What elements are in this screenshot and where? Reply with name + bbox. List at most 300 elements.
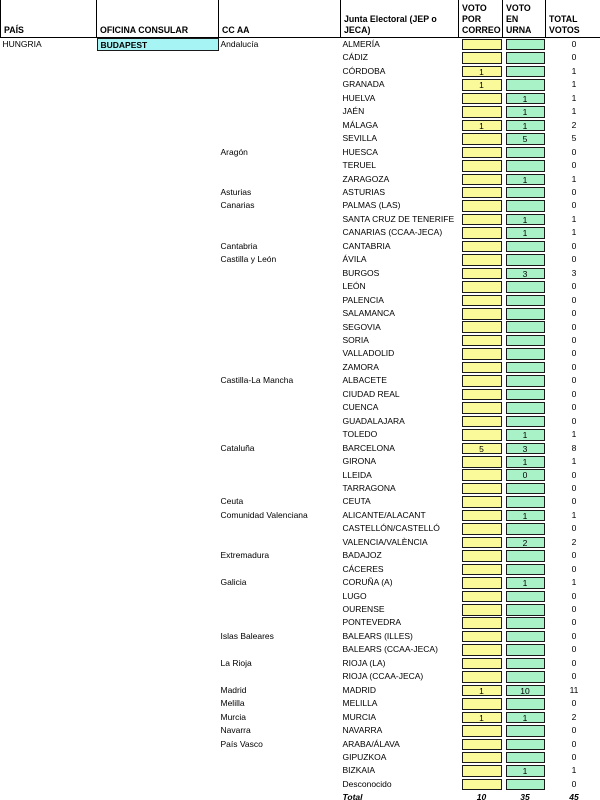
cell-pais <box>1 738 97 751</box>
cell-cc-aa <box>219 469 341 482</box>
cell-cc-aa <box>219 321 341 334</box>
oficina-consular-highlight[interactable]: BUDAPEST <box>97 38 219 51</box>
table-row <box>1 186 600 199</box>
cell-total-votos: 0 <box>571 388 577 399</box>
cell-pais <box>1 51 97 64</box>
cell-cc-aa <box>219 294 341 307</box>
voto-por-correo-fill <box>462 739 502 751</box>
voto-en-urna-fill: 1 <box>506 429 545 441</box>
cell-total-votos: 0 <box>571 778 577 789</box>
cell-junta-electoral: LEÓN <box>342 281 366 292</box>
cell-voto-en-urna <box>503 764 546 777</box>
table-row <box>1 119 600 132</box>
cell-total-votos: 1 <box>571 79 577 90</box>
cell-total-votos: 0 <box>571 671 577 682</box>
cell-cc-aa: Melilla <box>220 698 245 709</box>
cell-total-votos: 5 <box>571 133 577 144</box>
cell-junta-electoral: CIUDAD REAL <box>342 388 400 399</box>
voto-en-urna-fill: 1 <box>506 120 545 132</box>
cell-voto-en-urna <box>503 173 546 186</box>
voto-por-correo-fill <box>462 52 502 64</box>
cell-oficina-consular <box>97 213 219 226</box>
table-row <box>1 92 600 105</box>
voto-por-correo-fill <box>462 348 502 360</box>
voto-en-urna-fill: 3 <box>506 268 545 280</box>
cell-oficina-consular <box>97 563 219 576</box>
cell-total-votos: 0 <box>571 52 577 63</box>
cell-oficina-consular <box>97 711 219 724</box>
cell-voto-por-correo <box>459 253 503 266</box>
cell-pais <box>1 374 97 387</box>
cell-oficina-consular <box>97 495 219 508</box>
cell-voto-en-urna <box>503 132 546 145</box>
cell-voto-por-correo <box>459 38 503 52</box>
voto-en-urna-fill <box>506 591 545 603</box>
cell-cc-aa <box>219 455 341 468</box>
cell-voto-por-correo <box>459 657 503 670</box>
cell-junta-electoral: GIRONA <box>342 456 377 467</box>
cell-total-votos: 0 <box>571 604 577 615</box>
voto-por-correo-fill <box>462 658 502 670</box>
table-row <box>1 159 600 172</box>
table-row <box>1 657 600 670</box>
cell-pais <box>1 428 97 441</box>
table-row <box>1 226 600 239</box>
cell-cc-aa: Cataluña <box>220 442 255 453</box>
voto-por-correo-fill <box>462 564 502 576</box>
cell-voto-en-urna <box>503 549 546 562</box>
column-header-total-votos: TOTAL VOTOS <box>546 0 600 38</box>
table-row-desconocido <box>1 778 600 791</box>
voto-en-urna-fill: 1 <box>506 765 545 777</box>
voto-por-correo-fill <box>462 644 502 656</box>
cell-junta-electoral: OURENSE <box>342 604 385 615</box>
column-header-pais: PAÍS <box>1 0 97 38</box>
cell-cc-aa: Madrid <box>220 684 247 695</box>
cell-voto-por-correo <box>459 670 503 683</box>
cell-total-votos: 0 <box>571 39 577 49</box>
cell-cc-aa <box>219 132 341 145</box>
cell-cc-aa <box>219 159 341 172</box>
table-row <box>1 697 600 710</box>
cell-pais <box>1 724 97 737</box>
cell-pais <box>1 267 97 280</box>
cell-cc-aa <box>219 267 341 280</box>
cell-oficina-consular <box>97 199 219 212</box>
cell-junta-electoral: ZAMORA <box>342 361 379 372</box>
cell-voto-en-urna <box>503 563 546 576</box>
voto-por-correo-fill <box>462 429 502 441</box>
column-header-junta-electoral: Junta Electoral (JEP o JECA) <box>341 0 459 38</box>
voto-por-correo-fill <box>462 268 502 280</box>
cell-voto-en-urna <box>503 536 546 549</box>
voto-en-urna-fill: 1 <box>506 227 545 239</box>
cell-total-votos: 1 <box>571 213 577 224</box>
cell-total-votos: 1 <box>571 65 577 76</box>
cell-cc-aa <box>219 78 341 91</box>
cell-voto-por-correo <box>459 428 503 441</box>
table-row <box>1 751 600 764</box>
cell-oficina-consular <box>97 38 219 52</box>
cell-voto-en-urna <box>503 51 546 64</box>
cell-total-votos: 1 <box>571 509 577 520</box>
cell-total-votos: 0 <box>571 146 577 157</box>
cell-cc-aa: Asturias <box>220 186 252 197</box>
cell-pais <box>1 590 97 603</box>
cell-pais <box>1 495 97 508</box>
table-row <box>1 616 600 629</box>
table-row <box>1 280 600 293</box>
cell-voto-en-urna <box>503 576 546 589</box>
voto-por-correo-fill <box>462 591 502 603</box>
cell-voto-por-correo <box>459 105 503 118</box>
cell-cc-aa: Aragón <box>220 146 248 157</box>
cell-voto-en-urna <box>503 630 546 643</box>
cell-cc-aa <box>219 643 341 656</box>
voto-en-urna-fill <box>506 698 545 710</box>
cell-junta-electoral: CUENCA <box>342 402 379 413</box>
voto-en-urna-fill <box>506 402 545 414</box>
cell-total-votos: 1 <box>571 106 577 117</box>
cell-oficina-consular <box>97 119 219 132</box>
cell-junta-electoral: BURGOS <box>342 267 380 278</box>
voto-por-correo-fill <box>462 321 502 333</box>
voto-en-urna-fill <box>506 496 545 508</box>
voto-por-correo-fill <box>462 416 502 428</box>
cell-total-votos: 0 <box>571 254 577 265</box>
cell-junta-electoral: ASTURIAS <box>342 186 386 197</box>
cell-oficina-consular <box>97 670 219 683</box>
cell-oficina-consular <box>97 253 219 266</box>
cell-voto-en-urna <box>503 522 546 535</box>
cell-voto-en-urna <box>503 751 546 764</box>
cell-oficina-consular <box>97 603 219 616</box>
cell-voto-en-urna <box>503 146 546 159</box>
cell-junta-electoral: GRANADA <box>342 79 385 90</box>
cell-cc-aa <box>219 213 341 226</box>
cell-pais <box>1 536 97 549</box>
voto-en-urna-fill: 1 <box>506 577 545 589</box>
cell-oficina-consular <box>97 146 219 159</box>
cell-junta-electoral: PONTEVEDRA <box>342 617 402 628</box>
voto-en-urna-fill <box>506 254 545 266</box>
cell-total-votos: 1 <box>571 765 577 776</box>
voto-en-urna-fill <box>506 671 545 683</box>
cell-oficina-consular <box>97 132 219 145</box>
cell-pais <box>1 670 97 683</box>
voto-en-urna-fill <box>506 308 545 320</box>
cell-voto-en-urna <box>503 616 546 629</box>
voto-por-correo-fill <box>462 469 502 481</box>
voto-por-correo-fill: 1 <box>462 712 502 724</box>
cell-voto-en-urna <box>503 92 546 105</box>
voto-en-urna-fill <box>506 66 545 78</box>
table-row <box>1 442 600 455</box>
cell-pais <box>1 307 97 320</box>
cell-junta-electoral: CANTABRIA <box>342 240 391 251</box>
voto-por-correo-fill <box>462 510 502 522</box>
cell-junta-electoral: BADAJOZ <box>342 550 382 561</box>
cell-total-votos: 2 <box>571 119 577 130</box>
cell-cc-aa: La Rioja <box>220 657 252 668</box>
cell-voto-por-correo <box>459 711 503 724</box>
voto-por-correo-fill <box>462 765 502 777</box>
cell-total-votos: 1 <box>571 429 577 440</box>
cell-total-votos: 0 <box>571 482 577 493</box>
cell-junta-electoral: ÁVILA <box>342 254 367 265</box>
cell-pais <box>1 334 97 347</box>
voto-por-correo-fill <box>462 604 502 616</box>
table-row <box>1 401 600 414</box>
cell-voto-por-correo <box>459 563 503 576</box>
cell-voto-por-correo <box>459 159 503 172</box>
cell-cc-aa <box>219 173 341 186</box>
cell-voto-por-correo <box>459 764 503 777</box>
cell-oficina-consular <box>97 630 219 643</box>
cell-total-votos: 0 <box>571 496 577 507</box>
cell-cc-aa <box>219 522 341 535</box>
cell-cc-aa <box>219 616 341 629</box>
cell-pais <box>1 132 97 145</box>
voto-en-urna-fill <box>506 147 545 159</box>
cell-voto-por-correo <box>459 321 503 334</box>
cell-junta-electoral: RIOJA (LA) <box>342 657 386 668</box>
voto-por-correo-fill: 1 <box>462 79 502 91</box>
cell-cc-aa <box>219 119 341 132</box>
voto-en-urna-fill: 1 <box>506 93 545 105</box>
cell-cc-aa <box>219 670 341 683</box>
cell-voto-por-correo <box>459 294 503 307</box>
cell-oficina-consular <box>97 697 219 710</box>
table-row <box>1 469 600 482</box>
cell-oficina-consular <box>97 442 219 455</box>
table-row <box>1 267 600 280</box>
voto-por-correo-fill <box>462 362 502 374</box>
voto-por-correo-fill: 1 <box>462 685 502 697</box>
voto-en-urna-fill <box>506 725 545 737</box>
table-row <box>1 240 600 253</box>
cell-voto-en-urna <box>503 240 546 253</box>
cell-voto-por-correo <box>459 455 503 468</box>
cell-junta-electoral: CEUTA <box>342 496 371 507</box>
cell-voto-en-urna <box>503 482 546 495</box>
cell-cc-aa <box>219 92 341 105</box>
cell-cc-aa <box>219 751 341 764</box>
cell-pais <box>1 213 97 226</box>
cell-total-votos: 0 <box>571 644 577 655</box>
cell-oficina-consular <box>97 522 219 535</box>
cell-voto-en-urna <box>503 469 546 482</box>
cell-voto-por-correo <box>459 442 503 455</box>
cell-voto-en-urna <box>503 738 546 751</box>
cell-voto-por-correo <box>459 778 503 791</box>
cell-total-votos: 0 <box>571 200 577 211</box>
cell-junta-electoral: ARABA/ÁLAVA <box>342 738 400 749</box>
voto-en-urna-fill <box>506 321 545 333</box>
cell-oficina-consular <box>97 92 219 105</box>
cell-cc-aa: Comunidad Valenciana <box>220 509 308 520</box>
cell-voto-por-correo <box>459 334 503 347</box>
voto-en-urna-fill: 2 <box>506 537 545 549</box>
cell-oficina-consular <box>97 105 219 118</box>
cell-total-votos: 0 <box>571 698 577 709</box>
cell-voto-por-correo <box>459 78 503 91</box>
voto-por-correo-fill <box>462 671 502 683</box>
cell-voto-por-correo <box>459 643 503 656</box>
cell-total-votos: 0 <box>571 590 577 601</box>
table-row <box>1 576 600 589</box>
cell-total-votos: 0 <box>571 752 577 763</box>
cell-oficina-consular <box>97 764 219 777</box>
voto-en-urna-fill <box>506 335 545 347</box>
table-row <box>1 522 600 535</box>
cell-voto-en-urna <box>503 253 546 266</box>
voto-en-urna-fill <box>506 779 545 791</box>
cell-oficina-consular <box>97 590 219 603</box>
cell-voto-en-urna <box>503 119 546 132</box>
cell-voto-en-urna <box>503 495 546 508</box>
cell-total-votos: 1 <box>571 173 577 184</box>
cell-junta-electoral: LLEIDA <box>342 469 372 480</box>
cell-cc-aa <box>219 603 341 616</box>
cell-junta-electoral: LUGO <box>342 590 367 601</box>
cell-voto-en-urna <box>503 186 546 199</box>
cell-voto-en-urna <box>503 347 546 360</box>
cell-oficina-consular <box>97 509 219 522</box>
cell-voto-por-correo <box>459 482 503 495</box>
table-row <box>1 563 600 576</box>
table-row <box>1 253 600 266</box>
cell-cc-aa <box>219 401 341 414</box>
cell-cc-aa <box>219 105 341 118</box>
cell-oficina-consular <box>97 294 219 307</box>
cell-pais <box>1 522 97 535</box>
voto-en-urna-fill: 3 <box>506 443 545 455</box>
table-row <box>1 347 600 360</box>
voto-por-correo-fill <box>462 200 502 212</box>
voto-por-correo-fill <box>462 698 502 710</box>
cell-pais <box>1 711 97 724</box>
cell-oficina-consular <box>97 159 219 172</box>
cell-total-votos: 3 <box>571 267 577 278</box>
cell-voto-en-urna <box>503 711 546 724</box>
cell-voto-por-correo <box>459 307 503 320</box>
cell-junta-electoral: TOLEDO <box>342 429 378 440</box>
cell-voto-por-correo <box>459 388 503 401</box>
cell-voto-en-urna <box>503 294 546 307</box>
voto-por-correo-fill <box>462 537 502 549</box>
column-header-voto-por-correo: VOTO POR CORREO <box>459 0 503 38</box>
table-row <box>1 307 600 320</box>
cell-total-votos: 0 <box>571 160 577 171</box>
cell-voto-por-correo <box>459 119 503 132</box>
cell-pais <box>1 199 97 212</box>
cell-pais <box>1 78 97 91</box>
cell-pais <box>1 240 97 253</box>
cell-voto-en-urna <box>503 307 546 320</box>
cell-voto-por-correo <box>459 751 503 764</box>
cell-voto-en-urna <box>503 374 546 387</box>
cell-oficina-consular <box>97 401 219 414</box>
voto-en-urna-fill <box>506 564 545 576</box>
cell-voto-por-correo <box>459 132 503 145</box>
cell-total-votos: 1 <box>571 577 577 588</box>
cell-pais <box>1 603 97 616</box>
table-row <box>1 603 600 616</box>
cell-cc-aa <box>219 347 341 360</box>
voto-en-urna-fill <box>506 483 545 495</box>
cell-cc-aa <box>219 428 341 441</box>
cell-oficina-consular <box>97 307 219 320</box>
table-row <box>1 549 600 562</box>
cell-junta-electoral: GIPUZKOA <box>342 752 387 763</box>
cell-pais <box>1 388 97 401</box>
voto-por-correo-fill <box>462 335 502 347</box>
cell-voto-por-correo <box>459 684 503 697</box>
column-header-cc-aa: CC AA <box>219 0 341 38</box>
table-row <box>1 590 600 603</box>
cell-voto-por-correo <box>459 374 503 387</box>
column-header-oficina-consular: OFICINA CONSULAR <box>97 0 219 38</box>
voto-por-correo-fill <box>462 779 502 791</box>
cell-junta-electoral: SEVILLA <box>342 133 377 144</box>
cell-pais <box>1 764 97 777</box>
cell-oficina-consular <box>97 751 219 764</box>
voto-en-urna-fill: 10 <box>506 685 545 697</box>
cell-cc-aa: Andalucía <box>220 39 259 49</box>
cell-junta-electoral: HUELVA <box>342 92 376 103</box>
table-row <box>1 724 600 737</box>
total-label: Total <box>342 792 363 800</box>
table-row <box>1 455 600 468</box>
cell-voto-por-correo <box>459 469 503 482</box>
cell-pais <box>1 401 97 414</box>
cell-pais <box>1 442 97 455</box>
cell-cc-aa <box>219 764 341 777</box>
voto-por-correo-fill <box>462 375 502 387</box>
cell-voto-por-correo <box>459 603 503 616</box>
cell-junta-electoral: MÁLAGA <box>342 119 378 130</box>
cell-junta-electoral: BARCELONA <box>342 442 395 453</box>
cell-junta-electoral: HUESCA <box>342 146 378 157</box>
cell-cc-aa: Castilla-La Mancha <box>220 375 294 386</box>
voto-en-urna-fill <box>506 752 545 764</box>
cell-oficina-consular <box>97 616 219 629</box>
cell-junta-electoral: RIOJA (CCAA-JECA) <box>342 671 424 682</box>
table-row <box>1 764 600 777</box>
cell-voto-por-correo <box>459 401 503 414</box>
cell-pais <box>1 576 97 589</box>
cell-cc-aa: Castilla y León <box>220 254 277 265</box>
table-row <box>1 482 600 495</box>
cell-cc-aa: Ceuta <box>220 496 244 507</box>
cell-junta-electoral: JAÉN <box>342 106 365 117</box>
cell-pais <box>1 226 97 239</box>
voto-por-correo-fill <box>462 214 502 226</box>
voto-por-correo-fill <box>462 617 502 629</box>
cell-total-votos: 0 <box>571 738 577 749</box>
cell-total-votos: 1 <box>571 92 577 103</box>
cell-voto-en-urna <box>503 226 546 239</box>
cell-cc-aa <box>219 590 341 603</box>
voto-por-correo-fill <box>462 752 502 764</box>
voto-por-correo-fill <box>462 725 502 737</box>
cell-junta-electoral: BALEARS (ILLES) <box>342 630 413 641</box>
cell-voto-por-correo <box>459 415 503 428</box>
cell-cc-aa <box>219 307 341 320</box>
cell-pais: HUNGRIA <box>2 39 42 49</box>
cell-junta-electoral: TARRAGONA <box>342 482 396 493</box>
